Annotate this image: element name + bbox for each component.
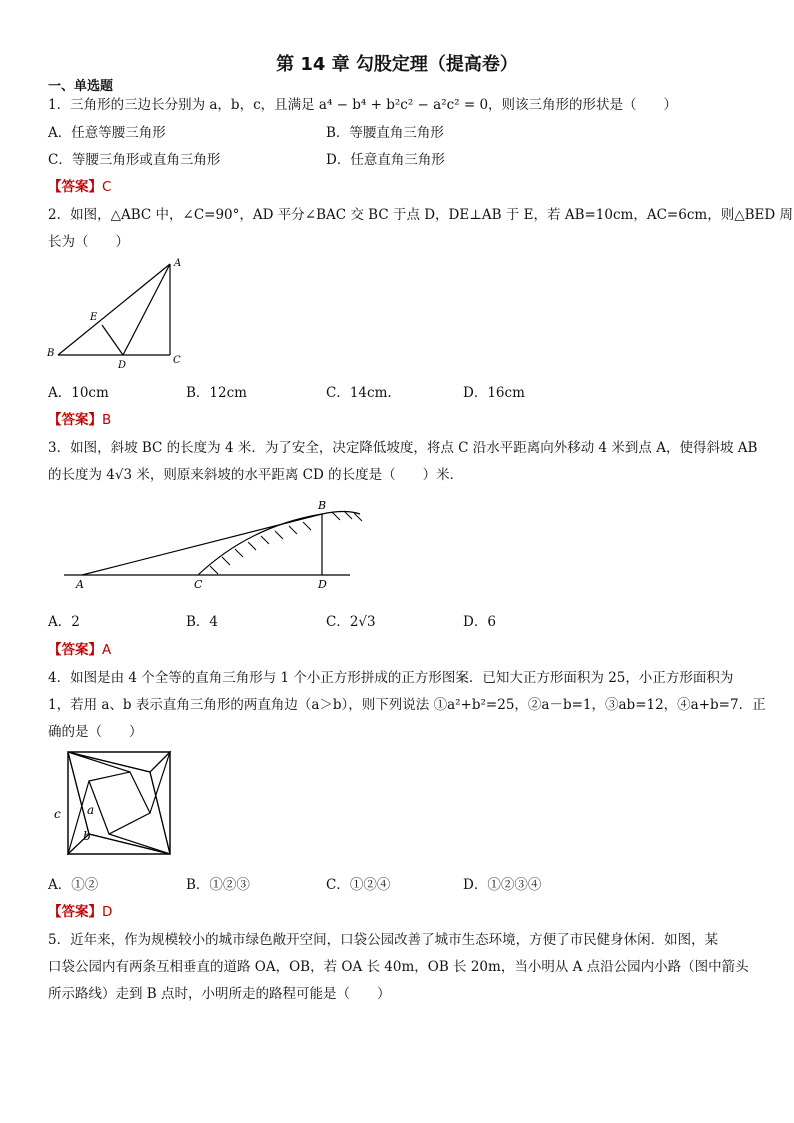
answer-label: 【答案】 [48, 179, 102, 195]
q3-stem-line1: 3．如图，斜坡 BC 的长度为 4 米．为了安全，决定降低坡度，将点 C 沿水平距离向外移动 4 米到点 A，使得斜坡 AB [48, 440, 758, 456]
q3-stem-line2: 的长度为 4√3 米，则原来斜坡的水平距离 CD 的长度是（ ）米． [48, 467, 464, 483]
answer-value: C [102, 179, 112, 195]
q3-option-c: C．2√3 [326, 614, 376, 630]
fig-label-e: E [90, 312, 98, 323]
fig-label-b: b [83, 829, 91, 843]
answer-label: 【答案】 [48, 412, 102, 428]
q3-option-a: A．2 [48, 614, 80, 630]
answer-value: D [102, 904, 113, 920]
answer-value: A [102, 642, 112, 658]
q2-triangle-figure [44, 252, 194, 374]
section-heading: 一、单选题 [48, 79, 114, 94]
q2-stem-line1: 2．如图，△ABC 中，∠C=90°，AD 平分∠BAC 交 BC 于点 D，DE⊥AB 于 E，若 AB=10cm，AC=6cm，则△BED 周 [48, 207, 793, 223]
fig-label-a: a [87, 803, 95, 817]
q3-option-b: B．4 [186, 614, 219, 630]
fig-label-c: C [194, 578, 203, 591]
fig-label-a: A [76, 578, 84, 591]
q3-option-d: D．6 [463, 614, 496, 630]
q4-answer [48, 900, 112, 920]
q4-square-figure [48, 748, 178, 860]
q4-option-a: A．①② [48, 877, 99, 893]
q5-stem-line2: 口袋公园内有两条互相垂直的道路 OA，OB，若 OA 长 40m，OB 长 20m，当小明从 A 点沿公园内小路（图中箭头 [48, 959, 749, 975]
fig-label-c: C [173, 355, 181, 366]
q1-answer [48, 175, 111, 195]
q1-option-d: D．任意直角三角形 [326, 152, 445, 168]
answer-value: B [102, 412, 112, 428]
answer-label: 【答案】 [48, 642, 102, 658]
q5-stem-line3: 所示路线）走到 B 点时，小明所走的路程可能是（ ） [48, 986, 391, 1002]
q4-stem-line1: 4．如图是由 4 个全等的直角三角形与 1 个小正方形拼成的正方形图案．已知大正方形面积为 25，小正方形面积为 [48, 670, 734, 686]
q5-stem-line1: 5．近年来，作为规模较小的城市绿色敞开空间，口袋公园改善了城市生态环境，方便了市民健身休闲．如图，某 [48, 932, 719, 948]
answer-label: 【答案】 [48, 904, 102, 920]
q2-stem-line2: 长为（ ） [48, 234, 129, 250]
fig-label-a: A [174, 258, 182, 269]
q4-stem-line2: 1，若用 a、b 表示直角三角形的两直角边（a＞b），则下列说法 ①a²+b²=25，②a－b=1，③ab=12，④a+b=7．正 [48, 697, 766, 713]
q2-option-b: B．12cm [186, 385, 247, 401]
fig-label-c: c [54, 807, 61, 821]
page-title: 第 14 章 勾股定理（提高卷） [276, 54, 518, 75]
q2-option-d: D．16cm [463, 385, 525, 401]
q4-option-b: B．①②③ [186, 877, 250, 893]
q2-option-c: C．14cm. [326, 385, 392, 401]
q4-stem-line3: 确的是（ ） [48, 724, 143, 740]
q1-option-b: B．等腰直角三角形 [326, 125, 444, 141]
q2-answer [48, 408, 111, 428]
q3-answer [48, 638, 111, 658]
q4-option-d: D．①②③④ [463, 877, 542, 893]
fig-label-d: D [118, 360, 127, 371]
q1-option-c: C．等腰三角形或直角三角形 [48, 152, 221, 168]
q1-stem: 1．三角形的三边长分别为 a，b，c，且满足 a⁴ − b⁴ + b²c² − a²c² = 0，则该三角形的形状是（ ） [48, 97, 678, 113]
fig-label-b: B [47, 348, 55, 359]
fig-label-b: B [318, 499, 327, 512]
fig-label-d: D [318, 578, 327, 591]
q1-option-a: A．任意等腰三角形 [48, 125, 166, 141]
q3-slope-figure [60, 496, 370, 592]
q2-option-a: A．10cm [48, 385, 109, 401]
q4-option-c: C．①②④ [326, 877, 391, 893]
